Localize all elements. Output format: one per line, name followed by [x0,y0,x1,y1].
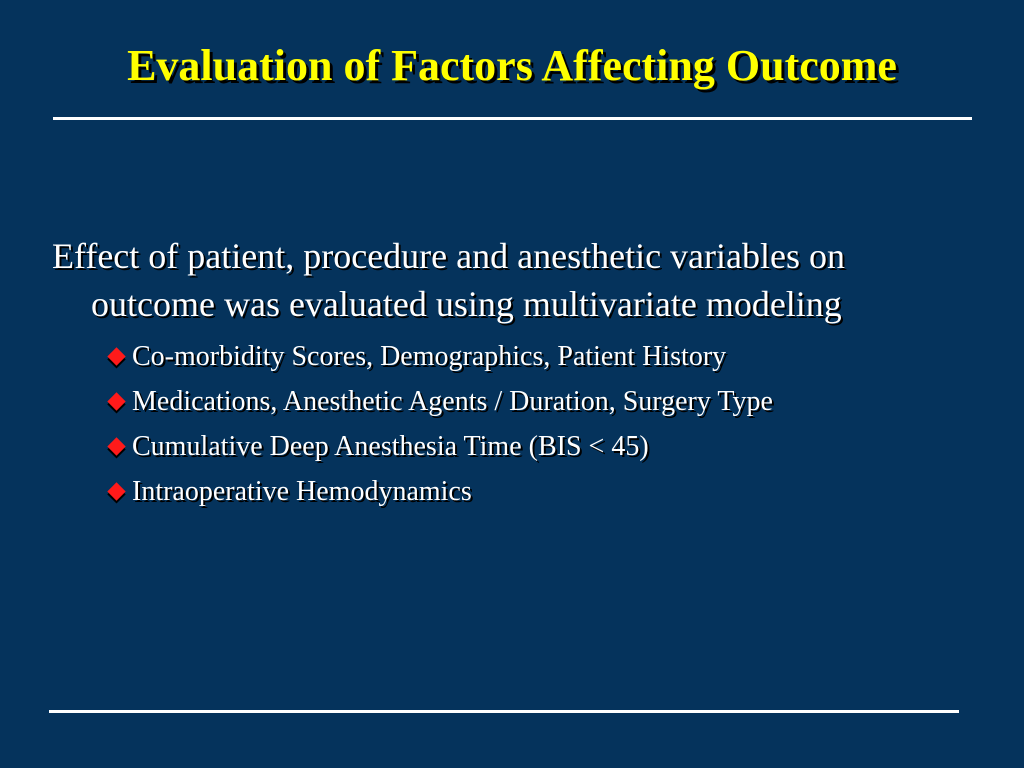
sub-bullet-item [106,334,952,379]
title-divider [53,117,972,120]
sub-bullet-item [106,469,952,514]
sub-bullet-text: Medications, Anesthetic Agents / Duration, Surgery Type [132,386,773,417]
main-bullet-text: Effect of patient, procedure and anesthetic variables on outcome was evaluated using multivariate modeling [52,236,845,324]
sub-bullet-item [106,379,952,424]
red-diamond-icon [106,392,132,412]
sub-bullet-text: Intraoperative Hemodynamics [132,476,472,507]
sub-bullet-text: Cumulative Deep Anesthesia Time (BIS < 45) [132,431,649,462]
footer-divider [49,710,959,713]
sub-bullet-item [106,424,952,469]
sub-bullet-text: Co-morbidity Scores, Demographics, Patient History [132,341,727,372]
slide-body [52,232,952,514]
red-diamond-icon [106,347,132,367]
red-diamond-icon [106,437,132,457]
sub-bullet-list [106,334,952,514]
red-diamond-icon [106,482,132,502]
slide-title: Evaluation of Factors Affecting Outcome [127,41,897,90]
